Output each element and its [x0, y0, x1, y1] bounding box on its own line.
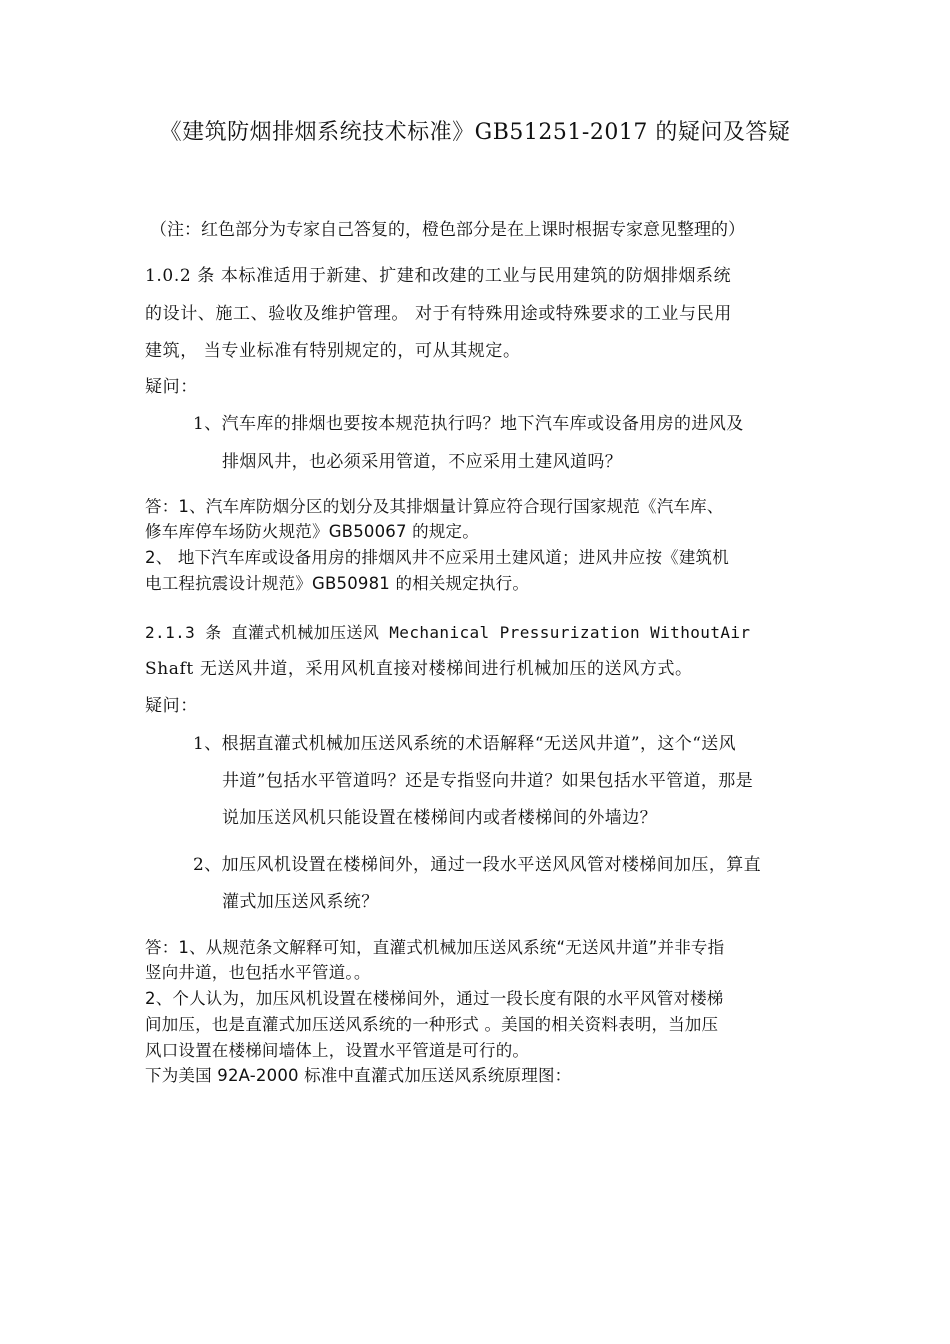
- clause-2-1-3-line-2: Shaft 无送风井道，采用风机直接对楼梯间进行机械加压的送风方式。: [145, 659, 693, 679]
- clause-2-1-3-line-1: 2.1.3 条 直灌式机械加压送风 Mechanical Pressurization WithoutAir: [145, 623, 751, 642]
- answer-2-line-1: 答：1、从规范条文解释可知，直灌式机械加压送风系统“无送风井道”并非专指: [145, 938, 725, 957]
- question-2-1-line-1: 1、根据直灌式机械加压送风系统的术语解释“无送风井道”，这个“送风: [193, 734, 737, 754]
- answer-1-line-4: 电工程抗震设计规范》GB50981 的相关规定执行。: [145, 574, 530, 593]
- answer-2-line-6: 下为美国 92A-2000 标准中直灌式加压送风系统原理图：: [145, 1066, 572, 1085]
- question-2-1-line-2: 井道”包括水平管道吗？还是专指竖向井道？如果包括水平管道，那是: [222, 771, 754, 791]
- question-1-line-1: 1、汽车库的排烟也要按本规范执行吗？地下汽车库或设备用房的进风及: [193, 414, 744, 434]
- question-2-1-line-3: 说加压送风机只能设置在楼梯间内或者楼梯间的外墙边？: [222, 808, 657, 828]
- question-label-1: 疑问：: [145, 377, 198, 397]
- color-note: （注：红色部分为专家自己答复的，橙色部分是在上课时根据专家意见整理的）: [150, 220, 745, 240]
- question-2-2-line-2: 灌式加压送风系统？: [222, 892, 379, 912]
- answer-1-line-1: 答：1、汽车库防烟分区的划分及其排烟量计算应符合现行国家规范《汽车库、: [145, 497, 724, 516]
- answer-1-line-3: 2、 地下汽车库或设备用房的排烟风井不应采用土建风道；进风井应按《建筑机: [145, 548, 729, 567]
- answer-2-line-4: 间加压，也是直灌式加压送风系统的一种形式 。美国的相关资料表明，当加压: [145, 1015, 719, 1034]
- clause-1-0-2-line-3: 建筑， 当专业标准有特别规定的，可从其规定。: [145, 341, 521, 361]
- document-title: 《建筑防烟排烟系统技术标准》GB51251-2017 的疑问及答疑: [159, 120, 791, 145]
- answer-2-line-3: 2、个人认为，加压风机设置在楼梯间外，通过一段长度有限的水平风管对楼梯: [145, 989, 724, 1008]
- answer-2-line-2: 竖向井道，也包括水平管道。。: [145, 963, 371, 982]
- question-2-2-line-1: 2、加压风机设置在楼梯间外，通过一段水平送风风管对楼梯间加压，算直: [193, 855, 762, 875]
- question-1-line-2: 排烟风井，也必须采用管道，不应采用土建风道吗？: [222, 452, 623, 472]
- answer-2-line-5: 风口设置在楼梯间墙体上，设置水平管道是可行的。: [145, 1041, 530, 1060]
- clause-1-0-2-line-2: 的设计、施工、验收及维护管理。 对于有特殊用途或特殊要求的工业与民用: [145, 304, 732, 324]
- answer-1-line-2: 修车库停车场防火规范》GB50067 的规定。: [145, 522, 479, 541]
- question-label-2: 疑问：: [145, 696, 198, 716]
- clause-1-0-2-line-1: 1.0.2 条 本标准适用于新建、扩建和改建的工业与民用建筑的防烟排烟系统: [145, 266, 732, 286]
